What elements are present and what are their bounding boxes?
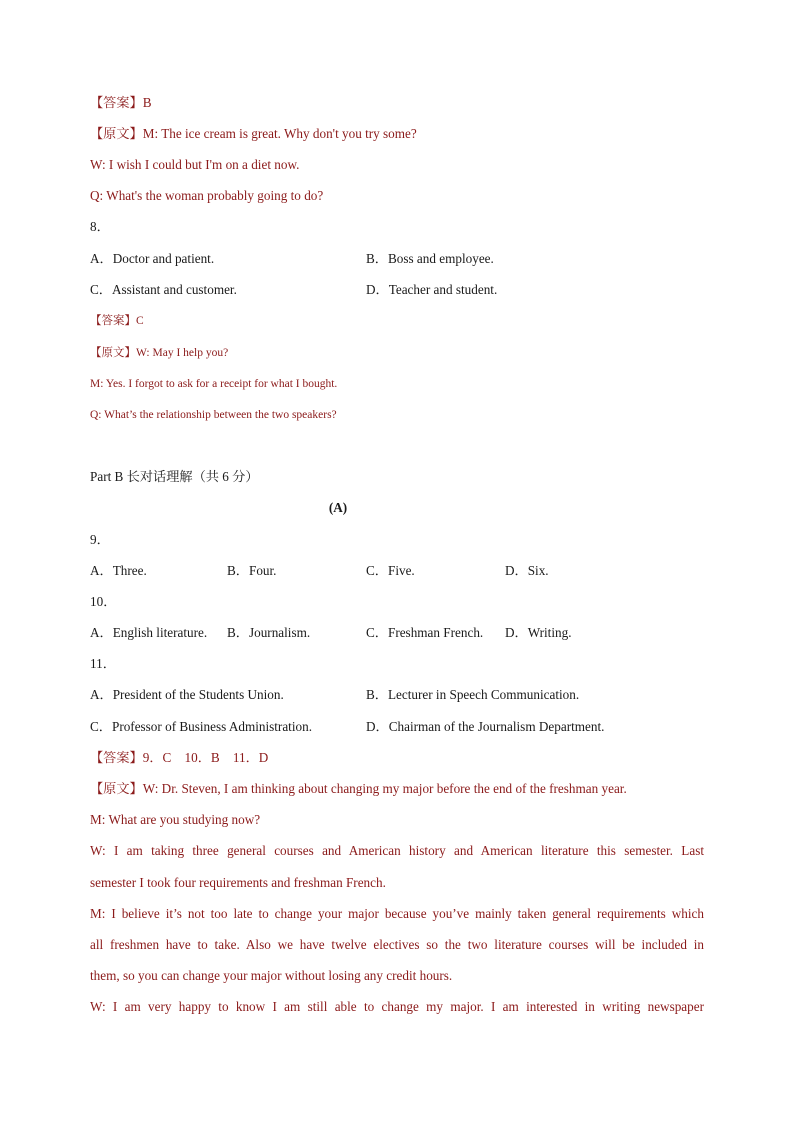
- q7-transcript-line-1: [90, 125, 417, 143]
- q11-option-b: B．Lecturer in Speech Communication.: [366, 687, 580, 702]
- section-heading: (A): [328, 500, 348, 515]
- transcript-text: W: Dr. Steven, I am thinking about changing my major before the end of the freshman year.: [142, 781, 627, 796]
- q9-number: 9．: [90, 532, 110, 547]
- transcript-tag: 【原文】: [90, 347, 136, 359]
- q8-number: 8．: [90, 219, 110, 234]
- dialogue-line-4b: all freshmen have to take. Also we have twelve electives so the two literature courses will be included in: [90, 937, 704, 952]
- q8-transcript-line-3: Q: What’s the relationship between the two speakers?: [90, 409, 337, 421]
- dialogue-line-4c: them, so you can change your major without losing any credit hours.: [90, 968, 453, 983]
- q11-option-d: D．Chairman of the Journalism Department.: [366, 719, 605, 734]
- dialogue-line-5a: W: I am very happy to know I am still able to change my major. I am interested in writing newspaper: [90, 999, 704, 1014]
- q9-option-b: B．Four.: [227, 563, 277, 578]
- dialogue-line-1: [90, 780, 627, 798]
- q7-transcript-line-3: Q: What's the woman probably going to do?: [90, 188, 324, 203]
- part-b-title: Part B 长对话理解（共 6 分）: [90, 469, 259, 484]
- answer-tag: 【答案】: [90, 315, 136, 327]
- transcript-text: W: May I help you?: [136, 347, 229, 359]
- q10-option-c: C．Freshman French.: [366, 625, 484, 640]
- q10-option-d: D．Writing.: [505, 625, 572, 640]
- q8-option-b: B．Boss and employee.: [366, 251, 494, 266]
- q8-option-c: C．Assistant and customer.: [90, 282, 237, 297]
- q10-option-b: B．Journalism.: [227, 625, 311, 640]
- dialogue-line-2: M: What are you studying now?: [90, 812, 261, 827]
- answer-value: C: [136, 315, 144, 327]
- q7-transcript-line-2: W: I wish I could but I'm on a diet now.: [90, 157, 300, 172]
- q10-number: 10．: [90, 594, 117, 609]
- answer-value: B: [142, 95, 152, 110]
- q8-transcript-line-2: M: Yes. I forgot to ask for a receipt for what I bought.: [90, 378, 338, 390]
- answer-tag: 【答案】: [90, 95, 143, 110]
- q8-option-d: D．Teacher and student.: [366, 282, 498, 297]
- answers-9-11-line: [90, 749, 268, 767]
- transcript-tag: 【原文】: [90, 781, 143, 796]
- q11-option-a: A．President of the Students Union.: [90, 687, 284, 702]
- answer-tag: 【答案】: [90, 750, 143, 765]
- dialogue-line-3b: semester I took four requirements and freshman French.: [90, 875, 386, 890]
- transcript-text: M: The ice cream is great. Why don't you try some?: [142, 126, 417, 141]
- q8-answer-line: [90, 312, 144, 330]
- q9-option-d: D．Six.: [505, 563, 549, 578]
- q8-transcript-line-1: [90, 344, 228, 362]
- q11-option-c: C．Professor of Business Administration.: [90, 719, 312, 734]
- answer-value: 9．C 10．B 11．D: [142, 750, 269, 765]
- q9-option-a: A．Three.: [90, 563, 147, 578]
- q11-number: 11．: [90, 656, 116, 671]
- q7-answer-line: [90, 94, 152, 112]
- dialogue-line-4a: M: I believe it’s not too late to change your major because you’ve mainly taken general requirements which: [90, 906, 704, 921]
- q8-option-a: A．Doctor and patient.: [90, 251, 215, 266]
- q10-option-a: A．English literature.: [90, 625, 208, 640]
- transcript-tag: 【原文】: [90, 126, 143, 141]
- q9-option-c: C．Five.: [366, 563, 415, 578]
- dialogue-line-3a: W: I am taking three general courses and American history and American literature this semester. Last: [90, 843, 704, 858]
